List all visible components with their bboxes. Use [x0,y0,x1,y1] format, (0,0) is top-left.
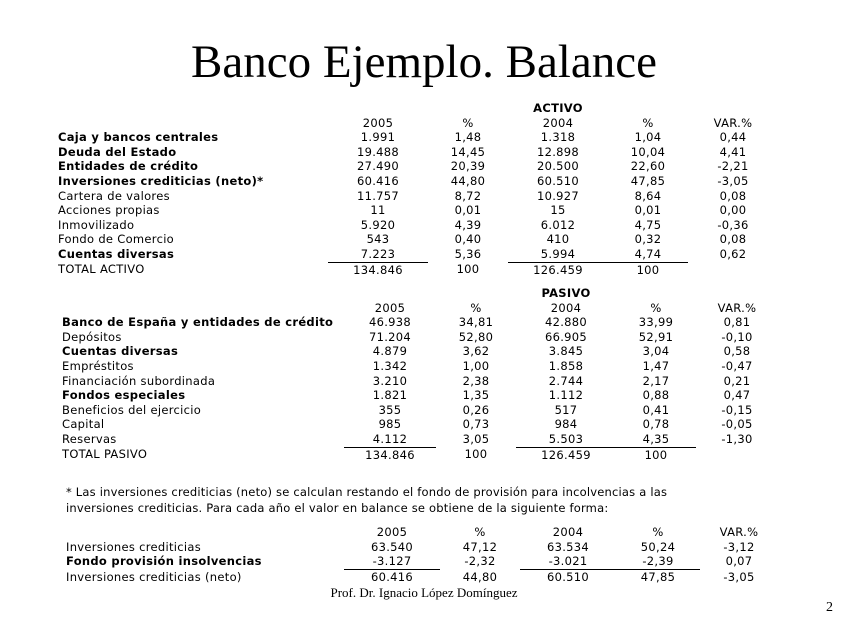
pct-2004: 1,04 [634,130,662,145]
table-row [62,359,778,374]
row-label: Inversiones crediticias (neto)* [58,173,264,188]
pct-2004: 4,35 [616,432,696,447]
table-row [58,247,778,262]
var-pct: -0,47 [721,358,753,373]
row-label: Inversiones crediticias [66,539,202,554]
row-label: Cartera de valores [58,188,170,203]
var-pct: -3,05 [717,173,749,188]
col-header-2004: 2004 [550,300,582,315]
pct-2004: 22,60 [630,159,666,174]
var-pct: -0,05 [721,417,753,432]
col-header-var: VAR.% [713,115,753,130]
row-label: Banco de España y entidades de crédito [62,315,334,330]
pct-2004: 10,04 [630,144,666,159]
pct-2005: 3,05 [462,432,490,447]
var-pct: -1,30 [721,432,753,447]
table-row [66,569,778,584]
slide-title: Banco Ejemplo. Balance [191,36,657,88]
pct-2004: 0,32 [634,232,662,247]
footer-author: Prof. Dr. Ignacio López Domínguez [330,585,518,600]
value-2005: 1.991 [360,130,396,145]
table-row [62,388,778,403]
value-2005: 5.920 [360,217,396,232]
var-pct: -2,21 [717,159,749,174]
value-2005: 355 [378,402,402,417]
footnote [66,484,786,516]
total-pct-2005: 100 [456,262,480,277]
value-2004: 5.994 [508,247,608,262]
var-pct: 0,21 [723,373,751,388]
var-pct: 0,62 [719,247,747,262]
pct-2005: -2,32 [464,554,496,569]
table-row [62,315,778,330]
col-header-pct-2004: % [642,115,654,130]
value-2004: 10.927 [536,188,580,203]
row-label: Inmovilizado [58,217,135,232]
row-label: Inversiones crediticias (neto) [66,569,242,584]
activo-section-row [58,101,778,116]
var-pct: 0,00 [719,203,747,218]
table-row [58,189,778,204]
row-label: Empréstitos [62,358,134,373]
value-2004: 60.510 [536,173,580,188]
pct-2004: 0,88 [642,388,670,403]
var-pct: 0,08 [719,232,747,247]
value-2005: 7.223 [328,247,428,262]
inversiones-header-row [66,525,778,540]
inversiones-table [66,525,778,584]
value-2004: 63.534 [546,539,590,554]
table-row [62,417,778,432]
pct-2005: 20,39 [450,159,486,174]
table-row [58,203,778,218]
pct-2005: 4,39 [454,217,482,232]
value-2004: 984 [554,417,578,432]
pct-2005: 8,72 [454,188,482,203]
pct-2004: 3,04 [642,344,670,359]
pct-2005: 0,40 [454,232,482,247]
total-row [62,447,778,462]
value-2004: 1.112 [548,388,584,403]
value-2004: 3.845 [548,344,584,359]
footnote-line-1: * Las inversiones crediticias (neto) se calculan restando el fondo de provisión para incolvencias a las [66,485,668,499]
col-header-2004: 2004 [542,115,574,130]
row-label: Financiación subordinada [62,373,216,388]
pct-2004: 50,24 [640,539,676,554]
pct-2004: 33,99 [638,315,674,330]
row-label: Fondo de Comercio [58,232,175,247]
row-label: Deuda del Estado [58,144,177,159]
pct-2004: 1,47 [642,358,670,373]
value-2004: 42.880 [544,315,588,330]
value-2004: 1.858 [548,358,584,373]
table-row [58,159,778,174]
value-2005: 1.821 [372,388,408,403]
page-number: 2 [826,600,833,615]
pct-2004: 0,41 [642,402,670,417]
pct-2005: 3,62 [462,344,490,359]
var-pct: 0,58 [723,344,751,359]
total-var [696,447,778,462]
col-header-var: VAR.% [717,300,757,315]
pasivo-section-title: PASIVO [541,286,591,300]
table-row [58,232,778,247]
total-pct-2004: 100 [636,262,660,277]
col-header-pct-2004: % [652,525,664,539]
value-2005: 4.112 [344,432,436,447]
var-pct: -0,10 [721,329,753,344]
value-2004: 12.898 [536,144,580,159]
table-row [62,330,778,345]
value-2005: 3.210 [372,373,408,388]
var-pct: 0,07 [725,554,753,569]
row-label: Fondos especiales [62,388,186,403]
col-header-2004: 2004 [552,525,584,539]
row-label: Caja y bancos centrales [58,130,219,145]
value-2005: 1.342 [372,358,408,373]
activo-table [58,101,778,277]
row-label: Cuentas diversas [58,247,175,262]
value-2004: 6.012 [540,217,576,232]
value-2005: 60.416 [370,569,414,584]
table-row [58,218,778,233]
pct-2005: 1,00 [462,358,490,373]
var-pct: -0,36 [717,217,749,232]
row-label: Beneficios del ejercicio [62,402,202,417]
col-header-2005: 2005 [362,115,394,130]
value-2004: 20.500 [536,159,580,174]
row-label: Cuentas diversas [62,344,179,359]
value-2005: 60.416 [356,173,400,188]
row-label: Reservas [62,432,117,447]
row-label: Capital [62,417,105,432]
pct-2004: 4,75 [634,217,662,232]
col-header-2005: 2005 [374,300,406,315]
pct-2004: 47,85 [630,173,666,188]
value-2005: 11 [370,203,386,218]
col-header-pct-2004: % [650,300,662,315]
value-2004: 15 [550,203,566,218]
total-var [688,262,778,277]
var-pct: 0,47 [723,388,751,403]
value-2005: 46.938 [368,315,412,330]
value-2004: 5.503 [516,432,616,447]
pct-2005: 34,81 [458,315,494,330]
table-row [58,130,778,145]
pasivo-header-row [62,301,778,316]
col-header-pct-2005: % [474,525,486,539]
table-row [58,174,778,189]
pct-2005: 2,38 [462,373,490,388]
pct-2004: 0,78 [642,417,670,432]
row-label: Fondo provisión insolvencias [66,554,262,569]
value-2004: -3.021 [520,554,616,569]
pct-2004: -2,39 [616,554,700,569]
pasivo-table [62,286,778,462]
footnote-line-2: inversiones crediticias. Para cada año el valor en balance se obtiene de la siguiente forma: [66,501,609,515]
total-label: TOTAL PASIVO [62,447,148,462]
value-2005: 19.488 [356,144,400,159]
total-pct-2005: 100 [464,447,488,462]
var-pct: -0,15 [721,402,753,417]
var-pct: -3,12 [723,539,755,554]
pct-2005: 44,80 [462,569,498,584]
row-label: Acciones propias [58,203,160,218]
row-label: Entidades de crédito [58,159,199,174]
table-row [62,374,778,389]
table-row [66,540,778,555]
total-2004: 126.459 [541,447,591,462]
total-row [58,262,778,277]
pct-2004: 47,85 [640,569,676,584]
table-row [58,145,778,160]
value-2005: 11.757 [356,188,400,203]
value-2005: 543 [366,232,390,247]
total-2005: 134.846 [365,447,415,462]
pct-2005: 5,36 [454,247,482,262]
value-2005: 27.490 [356,159,400,174]
pct-2005: 0,73 [462,417,490,432]
value-2005: -3.127 [344,554,440,569]
var-pct: 0,81 [723,315,751,330]
pct-2005: 44,80 [450,173,486,188]
activo-section-title: ACTIVO [533,101,583,115]
pct-2005: 1,48 [454,130,482,145]
value-2005: 4.879 [372,344,408,359]
table-row [62,403,778,418]
var-pct: -3,05 [723,569,755,584]
pct-2005: 0,01 [454,203,482,218]
var-pct: 4,41 [719,144,747,159]
total-2004: 126.459 [533,262,583,277]
table-row [62,432,778,447]
value-2004: 2.744 [548,373,584,388]
value-2005: 63.540 [370,539,414,554]
value-2005: 71.204 [368,329,412,344]
col-header-2005: 2005 [376,525,408,539]
pct-2005: 14,45 [450,144,486,159]
total-2005: 134.846 [353,262,403,277]
total-label: TOTAL ACTIVO [58,262,145,277]
value-2004: 1.318 [540,130,576,145]
col-header-var: VAR.% [719,525,759,539]
pct-2004: 2,17 [642,373,670,388]
col-header-pct-2005: % [470,300,482,315]
pct-2005: 47,12 [462,539,498,554]
row-label: Depósitos [62,329,122,344]
pct-2005: 1,35 [462,388,490,403]
table-row [66,554,778,569]
total-pct-2004: 100 [644,447,668,462]
pct-2004: 8,64 [634,188,662,203]
pct-2004: 4,74 [608,247,688,262]
activo-header-row [58,116,778,131]
pct-2005: 52,80 [458,329,494,344]
value-2004: 60.510 [546,569,590,584]
value-2005: 985 [378,417,402,432]
pct-2004: 0,01 [634,203,662,218]
var-pct: 0,08 [719,188,747,203]
pct-2005: 0,26 [462,402,490,417]
value-2004: 410 [546,232,570,247]
value-2004: 517 [554,402,578,417]
pasivo-section-row [62,286,778,301]
col-header-pct-2005: % [462,115,474,130]
var-pct: 0,44 [719,130,747,145]
table-row [62,344,778,359]
pct-2004: 52,91 [638,329,674,344]
value-2004: 66.905 [544,329,588,344]
